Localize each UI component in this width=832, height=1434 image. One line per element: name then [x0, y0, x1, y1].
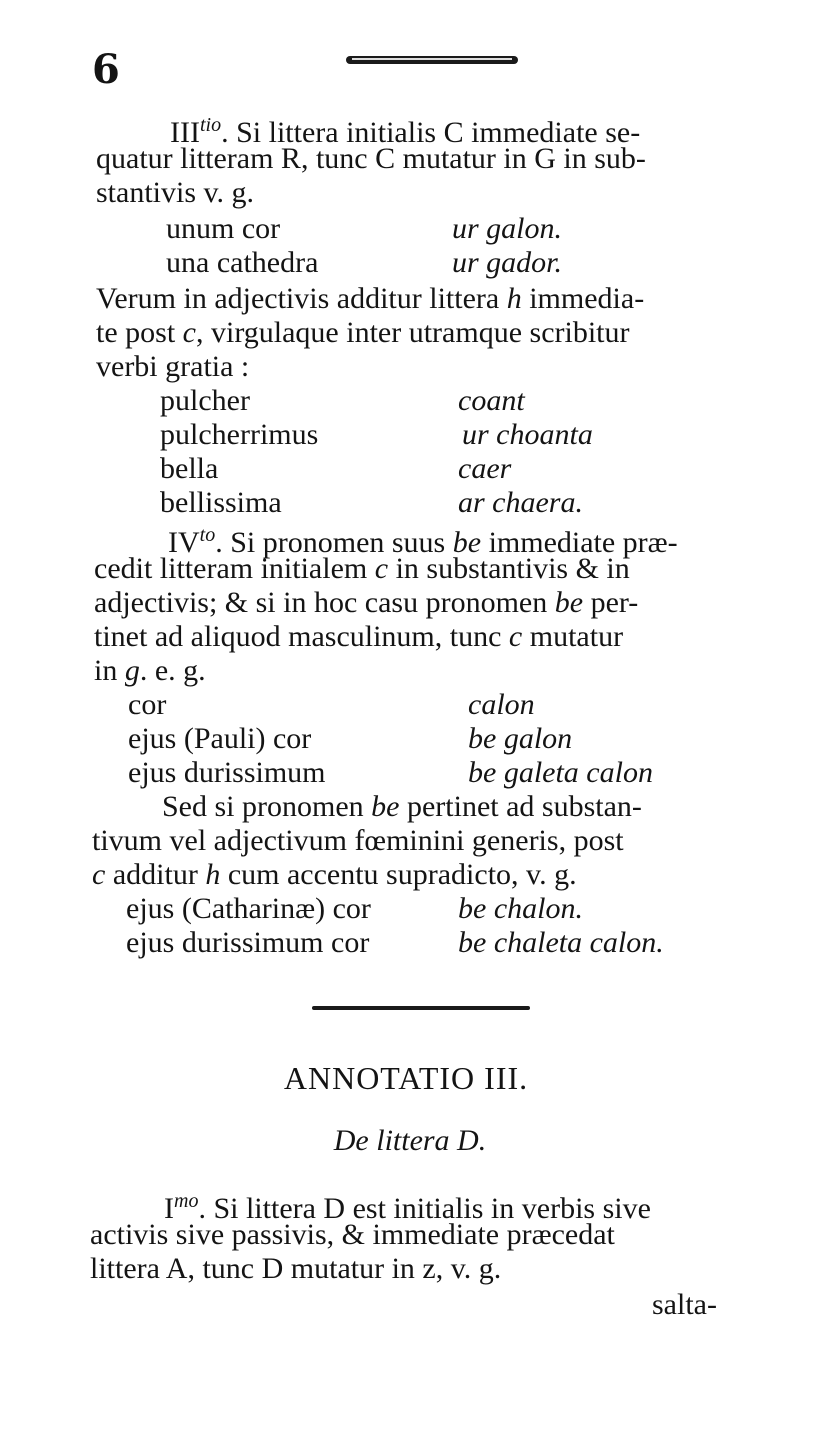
example-latin: una cathedra: [166, 246, 319, 279]
text-line: $III^{tio}$. Si littera initialis C immediate se-: [170, 114, 641, 149]
catchword: salta-: [652, 1288, 717, 1321]
example-breton: be galeta calon: [468, 756, 653, 789]
example-latin: ejus durissimum: [128, 756, 326, 789]
text-line: Verum in adjectivis additur littera h immedia-: [96, 282, 645, 315]
example-breton: coant: [458, 384, 525, 417]
text-line: $I^{mo}$. Si littera D est initialis in verbis sive: [164, 1190, 651, 1225]
example-breton: ur choanta: [462, 418, 593, 451]
text-line: quatur litteram R, tunc C mutatur in G in sub-: [96, 142, 646, 175]
example-breton: calon: [468, 688, 535, 721]
example-latin: ejus (Catharinæ) cor: [126, 892, 371, 925]
text-line: adjectivis; & si in hoc casu pronomen be per-: [94, 586, 639, 619]
text-line: verbi gratia :: [96, 350, 250, 383]
example-latin: pulcher: [160, 384, 250, 417]
example-breton: be galon: [468, 722, 573, 755]
section-divider-rule: [312, 1006, 530, 1010]
text-line: tinet ad aliquod masculinum, tunc c mutatur: [94, 620, 624, 653]
annotation-heading: ANNOTATIO III.: [283, 1060, 529, 1096]
text-line: tivum vel adjectivum fœminini generis, post: [92, 824, 624, 857]
example-latin: unum cor: [166, 212, 281, 245]
page-number: 6: [92, 46, 120, 93]
example-latin: ejus (Pauli) cor: [128, 722, 312, 755]
example-latin: cor: [128, 688, 167, 721]
example-breton: ar chaera.: [458, 486, 583, 519]
header-ornament-rule: [346, 56, 518, 64]
text-line: activis sive passivis, & immediate præcedat: [90, 1218, 615, 1251]
text-line: c additur h cum accentu supradicto, v. g.: [92, 858, 577, 891]
text-line: $IV^{to}$. Si pronomen suus be immediate præ-: [168, 524, 678, 559]
example-breton: be chalon.: [458, 892, 583, 925]
text-line: te post c, virgulaque inter utramque scribitur: [96, 316, 630, 349]
example-latin: ejus durissimum cor: [126, 926, 370, 959]
text-line: Sed si pronomen be pertinet ad substan-: [162, 790, 642, 823]
text-line: littera A, tunc D mutatur in z, v. g.: [90, 1252, 502, 1285]
example-latin: bella: [160, 452, 219, 485]
example-breton: ur gador.: [452, 246, 563, 279]
example-latin: pulcherrimus: [160, 418, 319, 451]
annotation-subheading: De littera D.: [333, 1124, 487, 1157]
example-latin: bellissima: [160, 486, 282, 519]
text-line: in g. e. g.: [94, 654, 206, 687]
text-line: cedit litteram initialem c in substantivis & in: [94, 552, 630, 585]
text-line: stantivis v. g.: [96, 176, 255, 209]
example-breton: be chaleta calon.: [458, 926, 664, 959]
example-breton: caer: [458, 452, 512, 485]
example-breton: ur galon.: [452, 212, 563, 245]
